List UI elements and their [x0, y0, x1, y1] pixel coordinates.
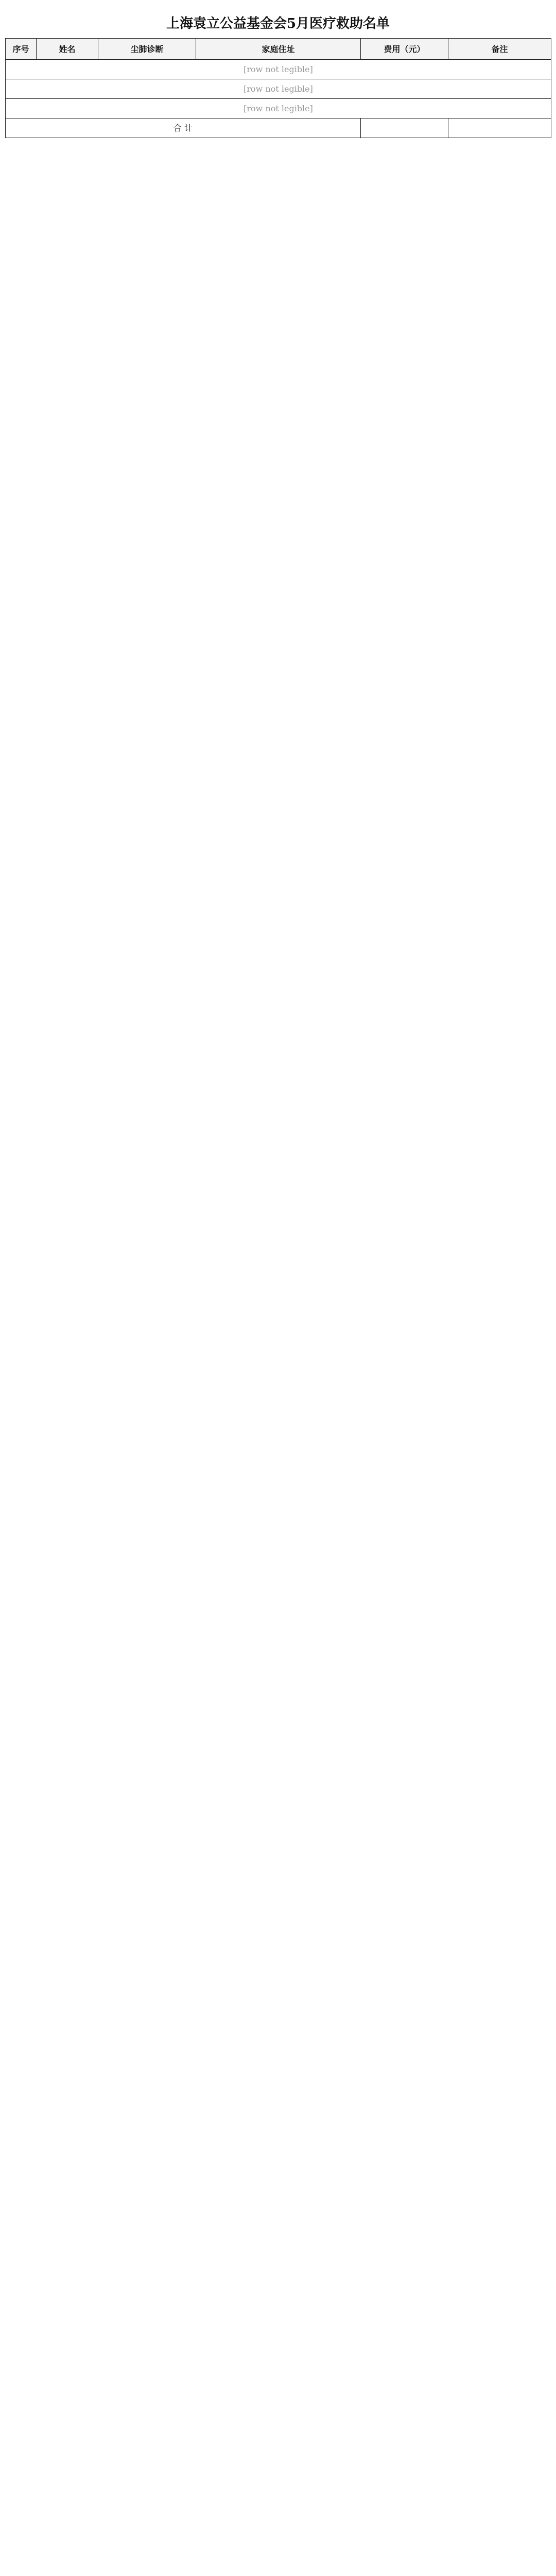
placeholder-cell: [row not legible]	[6, 99, 551, 118]
table-row-placeholder	[6, 60, 551, 79]
placeholder-cell: [row not legible]	[6, 79, 551, 99]
header-address: 家庭住址	[196, 39, 361, 60]
aid-roster-table	[5, 38, 551, 138]
header-name: 姓名	[37, 39, 98, 60]
header-diagnosis: 尘肺诊断	[98, 39, 196, 60]
header-amount: 费用（元）	[361, 39, 448, 60]
table-row-placeholder	[6, 79, 551, 99]
table-header-row	[6, 39, 551, 60]
total-row	[6, 118, 551, 138]
total-amount	[361, 118, 448, 138]
placeholder-cell: [row not legible]	[6, 60, 551, 79]
header-index: 序号	[6, 39, 37, 60]
total-label: 合 计	[6, 118, 361, 138]
table-row-placeholder	[6, 99, 551, 118]
total-note	[448, 118, 551, 138]
header-note: 备注	[448, 39, 551, 60]
page-title: 上海袁立公益基金会5月医疗救助名单	[166, 16, 390, 31]
table-body	[6, 60, 551, 118]
